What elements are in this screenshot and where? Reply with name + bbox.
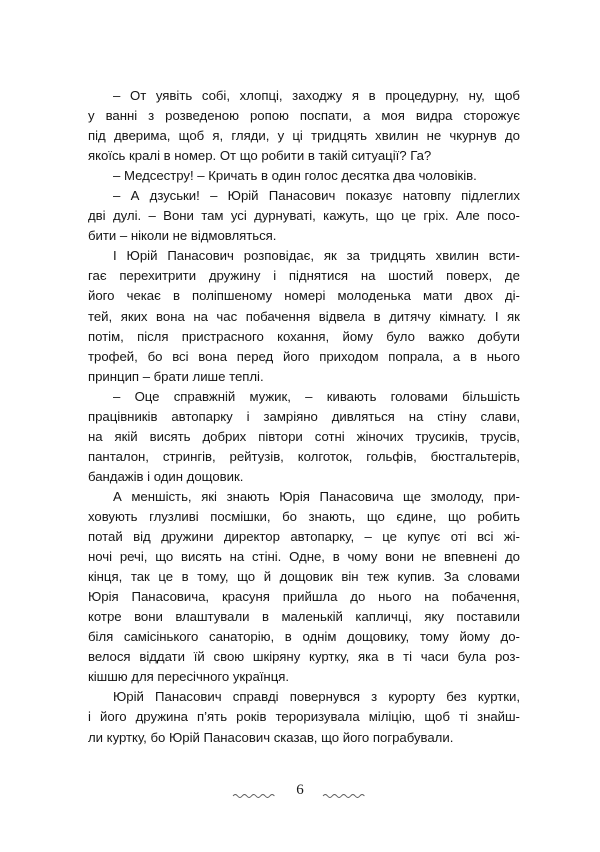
word: хвилин [375,128,419,144]
word: дзуськи! [149,188,200,204]
word: чекає [126,288,161,304]
word: маленькій [281,609,343,625]
word: поліпшеному [192,288,273,304]
word: За [443,569,459,585]
word: ті [403,649,412,665]
word: потім, [88,328,124,344]
word: мужик, [249,388,291,404]
word: купує [407,529,441,545]
word: шкіряну [252,649,301,665]
word: міліцію, [368,709,416,725]
text-line [88,246,520,266]
word: процедурну, [385,88,459,103]
word: Оце [134,388,160,404]
word: і [88,709,91,725]
word: часи [420,649,449,665]
word: прийшла [282,589,338,605]
word: сторожує [463,108,520,124]
word: свою [213,649,245,665]
word: він [341,569,359,585]
word: дурнуваті, [254,208,316,224]
word: за [346,248,360,264]
word: впевнені [444,549,498,565]
word: що [155,549,174,565]
word: поверх, [446,268,493,284]
word: й [263,569,272,585]
word: яких [120,308,148,324]
word: словами [467,569,520,585]
word: жі- [503,529,520,545]
word: ще [403,488,422,504]
word: купив. [397,569,436,585]
word: видра [415,108,453,124]
word: які [201,488,217,504]
word: однім [302,629,337,645]
word: дощовику, [347,629,410,645]
word: знають, [308,508,356,524]
word: пристрасного [181,328,264,344]
word: теж [367,569,389,585]
word: вони [134,609,163,625]
word: на [360,268,376,284]
word: до [504,549,520,565]
word: дощовик [279,569,333,585]
text-line [88,587,520,607]
word: це [158,569,174,585]
word: – [305,388,313,404]
word: було [386,328,415,344]
word: біля [88,629,114,645]
word: щоб [424,709,450,725]
word: всі [172,348,189,364]
word: і [246,408,250,424]
word: в [284,629,292,645]
text-line [88,707,520,727]
word: до [504,128,520,144]
word: автопарку [171,408,233,424]
text-line [88,186,520,206]
word: рейтузів, [229,448,284,464]
text-line: – Медсестру! – Кричать в один голос десятка два чоловіків. [113,168,477,184]
word: в [332,549,340,565]
word: дружина [135,709,188,725]
word: ну, [468,88,485,103]
text-line [88,286,520,306]
text-line [88,567,520,587]
word: приходом [319,348,379,364]
word: півтори [258,428,303,444]
word: в [469,348,477,364]
word: розповідає, [243,248,314,264]
text-line [88,126,520,146]
word: повернувся [289,689,360,705]
word: І [494,308,499,324]
word: гріх. [423,208,449,224]
word: усі [230,208,247,224]
text-line [88,647,520,667]
word: автопарку, [290,529,355,545]
word: куртку, [309,649,350,665]
word: єдине, [396,508,437,524]
word: на [193,308,208,324]
word: – [210,188,218,204]
word: Панасович [268,188,336,204]
word: гляди, [231,128,270,144]
word: кімнату. [439,308,487,324]
word: поставили [456,609,520,625]
text-line [88,106,520,126]
word: йому [459,629,490,645]
word: в [387,649,395,665]
word: капличці, [355,609,412,625]
word: а [363,108,371,124]
word: справді [232,689,279,705]
text-line [88,387,520,407]
word: стіні. [251,549,282,565]
word: що [237,569,256,585]
word: вона [156,308,185,324]
text-line: бити – ніколи не відмовляться. [88,228,277,244]
word: куртки, [477,689,520,705]
word: я, [212,128,224,144]
word: молоденька [337,288,411,304]
word: Юрія [279,488,310,504]
word: стрингів, [162,448,216,464]
word: без [446,689,467,705]
word: кохання, [277,328,330,344]
word: гає [88,268,107,284]
text-line: ли куртку, бо Юрій Панасович сказав, що його пограбували. [88,729,454,745]
word: висять [149,428,191,444]
word: яку [424,609,444,625]
word: як [323,248,337,264]
word: як [507,308,520,324]
word: змолоду, [430,488,485,504]
word: гольфів, [366,448,417,464]
word: років [236,709,267,725]
text-line: кішшю для пересічного українця. [88,669,289,685]
word: Панасович [155,689,222,705]
word: Панасович [167,248,234,264]
word: не [421,549,437,565]
word: з [148,108,155,124]
text-line [88,627,520,647]
word: знають [226,488,270,504]
word: у [88,108,95,124]
word: бо [282,508,297,524]
word: це [382,529,397,545]
paragraph [88,86,520,166]
word: ці [292,128,303,144]
word: Юрій [113,689,144,705]
word: – [364,529,372,545]
word: самісінького [123,629,199,645]
word: підлеглих [461,188,520,204]
word: до [350,589,366,605]
word: велося [88,649,131,665]
word: Юрій [126,248,158,264]
word: шостий [388,268,434,284]
word: Юрій [227,188,259,204]
word: якій [114,428,138,444]
word: замріяно [263,408,318,424]
word: котре [88,609,122,625]
word: Юрія [88,589,119,605]
text-line [88,527,520,547]
word: – [113,88,121,103]
word: дитячу [389,308,431,324]
word: в [181,569,189,585]
word: головами [390,388,448,404]
word: І [113,248,117,264]
text-line: принцип – брати лише теплі. [88,368,264,384]
word: трусів, [480,428,520,444]
word: уявіть [155,88,193,103]
word: ночі [88,549,113,565]
word: відвела [318,308,366,324]
word: слави, [480,408,520,424]
text-line [88,266,520,286]
word: важко [428,328,465,344]
word: це [401,208,416,224]
word: попрала, [388,348,444,364]
word: працівників [88,408,158,424]
word: колготок, [297,448,353,464]
word: мати [423,288,453,304]
word: його [88,288,115,304]
word: показує [345,188,393,204]
word: вона [198,348,228,364]
word: побачення, [451,589,520,605]
word: на [424,589,439,605]
word: дверима, [113,128,171,144]
word: заходжу [292,88,343,103]
word: всі [477,529,494,545]
word: двох [464,288,493,304]
word: тей, [88,308,113,324]
word: так [130,569,150,585]
word: в [368,88,376,103]
word: Вони [163,208,194,224]
paragraph [88,687,520,747]
text-line: якоїсь кралі в номер. От що робити в такій ситуації? Га? [88,148,432,164]
word: на [229,549,245,565]
word: тридцять [311,128,367,144]
word: речі, [119,549,148,565]
word: а [452,348,461,364]
text-line: бандажів і один дощовик. [88,468,244,484]
word: до- [500,629,520,645]
word: в [172,288,180,304]
word: де [504,268,520,284]
word: піднятися [288,268,349,284]
word: сотні [314,428,345,444]
word: щоб [178,128,205,144]
text-line [88,86,520,106]
word: А [130,188,140,204]
word: Але [455,208,480,224]
text-line [88,347,520,367]
word: що [366,508,385,524]
word: тому, [197,569,229,585]
word: вони [385,549,414,565]
word: час [216,308,238,324]
word: я [351,88,359,103]
word: побачення [245,308,311,324]
word: ті [459,709,468,725]
page-footer [0,778,600,802]
word: його [283,348,310,364]
word: кивають [326,388,377,404]
word: бюстгальтерів, [430,448,520,464]
word: його [100,709,127,725]
word: віддати [139,649,185,665]
word: ховують [88,508,138,524]
word: ропою [249,108,289,124]
word: бо [147,348,163,364]
word: директор [223,529,280,545]
text-line [88,547,520,567]
word: тридцять [369,248,426,264]
text-line [88,507,520,527]
text-line [88,327,520,347]
word: оті [450,529,467,545]
word: панталон, [88,448,149,464]
word: з [371,689,378,705]
word: кінця, [88,569,123,585]
word: не [426,128,442,144]
word: всти- [488,248,520,264]
text-line [88,447,520,467]
word: собі, [201,88,230,103]
word: хлопці, [239,88,283,103]
word: що [375,208,394,224]
word: нього [486,348,520,364]
word: добути [477,328,520,344]
word: і [273,268,277,284]
word: – [113,188,121,204]
word: висять [180,549,222,565]
word: справжній [173,388,236,404]
word: посо- [487,208,520,224]
word: від [133,529,151,545]
paragraph [88,246,520,386]
word: кажуть, [323,208,369,224]
word: моя [381,108,405,124]
word: в [261,609,269,625]
word: їй [193,649,205,665]
word: дві [88,208,106,224]
word: перед [236,348,274,364]
word: п’ять [197,709,228,725]
text-line [88,206,520,226]
word: потай [88,529,123,545]
word: була [457,649,487,665]
word: перехитрити [119,268,197,284]
word: у [277,128,285,144]
word: дивляться [331,408,395,424]
word: – [148,208,156,224]
word: чому [347,549,378,565]
word: трофей, [88,348,138,364]
word: нього [378,589,412,605]
word: меншість, [131,488,192,504]
page-text-body [88,86,520,748]
text-line [88,407,520,427]
word: роз- [494,649,520,665]
word: щоб [494,88,520,103]
text-line [88,607,520,627]
word: влаштували [175,609,250,625]
word: йому [342,328,373,344]
word: знайш- [477,709,520,725]
word: дружину [208,268,261,284]
paragraph [88,166,520,186]
word: на [408,408,424,424]
word: ванні [105,108,138,124]
word: робить [477,508,520,524]
word: дулі. [112,208,142,224]
word: тому [419,629,449,645]
word: чкурнув [449,128,497,144]
word: розведеною [165,108,239,124]
word: після [137,328,169,344]
word: добрих [202,428,247,444]
word: А [113,488,122,504]
word: Панасовича [319,488,394,504]
text-line [88,487,520,507]
text-line [88,687,520,707]
word: Одне, [289,549,325,565]
word: трусиків, [415,428,469,444]
word: поспати, [299,108,353,124]
text-line [88,307,520,327]
word: в [373,308,381,324]
word: під [88,128,106,144]
paragraph [88,186,520,246]
word: курорту [388,689,436,705]
word: жіночих [356,428,404,444]
word: От [129,88,147,103]
word: номері [284,288,326,304]
word: там [201,208,224,224]
word: красуня [221,589,270,605]
wavy-line-ornament-right [322,786,368,794]
word: – [113,388,121,404]
word: Панасовича, [131,589,210,605]
paragraph [88,487,520,687]
word: стіну [437,408,467,424]
word: на [88,428,103,444]
word: дружини [161,529,214,545]
word: при- [493,488,520,504]
page-number: 6 [296,781,304,798]
word: що [447,508,466,524]
word: хвилин [435,248,479,264]
word: тероризувала [275,709,360,725]
wavy-line-ornament-left [232,786,278,794]
word: ді- [504,288,520,304]
word: санаторію, [209,629,275,645]
word: більшість [462,388,520,404]
word: посмішки, [210,508,271,524]
word: яка [358,649,379,665]
text-line [88,427,520,447]
word: глузливі [149,508,199,524]
word: натовпу [402,188,451,204]
paragraph [88,387,520,487]
